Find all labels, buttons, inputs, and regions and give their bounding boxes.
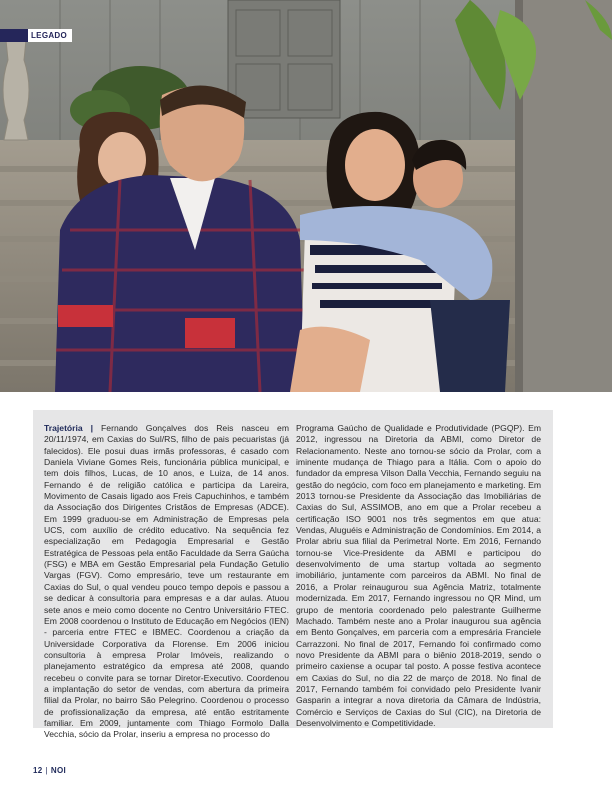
article-column-1-text: Fernando Gonçalves dos Reis nasceu em 20/11/1974, em Caxias do Sul/RS, filho de pais pecuaristas (já falecidos). Ele posui duas irmãs professoras, é casado com Daniela Viviane Gomes Reis, funcionária pública municipal, e tem dois filhos, Lucas, de 10 anos, e Luiza, de 14 anos. Fernando é de religião católica e participa da Lareira, Movimento de Casais ligado aos Freis Capuchinhos, e também da Associação dos Dirigentes Cristãos de Empresas (ADCE). Em 1999 graduou-se em Administração de Empresas pela UCS, com auxílio de crédito educativo. Na sequência fez especialização em Pedagogia Empresarial e Gestão Estratégica de Pessoas pela então Faculdade da Serra Gaúcha (FSG) e MBA em Gestão Empresarial pela Fundação Getulio Vargas (FGV). Como empresário, teve um restaurante em Caxias do Sul, o qual vendeu pouco tempo depois e passou a se dedicar à consultoria para empresas e a dar aulas. Atuou sete anos e meio como docente no Centro Universitário FTEC. Em 2008 coordenou o Instituto de Educação em Negócios (IEN) - parceria entre FTEC e IBMEC. Coordenou a criação da Universidade Corporativa da Florense. Em 2006 iniciou consultoria à empresa Prolar Imóveis, realizando o planejamento estratégico da empresa até 2008, quando recebeu o convite para se tornar Diretor-Executivo. Coordenou a implantação do setor de vendas, com abertura da primeira filial da Prolar, no bairro São Pelegrino. Coordenou o processo de profissionalização da empresa, até então estritamente familiar. Em 2009, juntamente com Thiago Formolo Dalla Vecchia, sócio da Prolar, inseriu a empresa no processo do: [44, 423, 289, 740]
section-tag-bar: [0, 29, 28, 42]
article-lead: Trajetória |: [44, 423, 94, 433]
article-column-2-text: Programa Gaúcho de Qualidade e Produtividade (PGQP). Em 2012, ingressou na Diretoria da ABMI, como Diretor de Relacionamento. Neste ano tornou-se sócio da Prolar, com a iminente mudança de Thiago para a Itália. Com o apoio do fundador da empresa Vilson Dalla Vecchia, Fernando seguiu na gestão do negócio, com foco em planejamento e marketing. Em 2013 tornou-se Presidente da Associação das Imobiliárias de Caxias do Sul, ASSIMOB, ano em que a Prolar recebeu a certificação ISO 9001 nos três segmentos em que atua: Vendas, Aluguéis e Administração de Condomínios. Em 2014, a Prolar abriu sua filial da Perimetral Norte. Em 2016, Fernando tornou-se Vice-Presidente da ABMI e participou do desenvolvimento de uma startup voltada ao segmento imobiliário, juntamente com parceiros da ABMI. No final de 2016, a Prolar reinaugurou sua Agência Matriz, totalmente modernizada. Em 2017, Fernando ingressou no QR Mind, um grupo de mentoria coordenado pelo palestrante Guilherme Machado. Também neste ano a Prolar inaugurou sua agência em Bento Gonçalves, em parceria com a empresária Franciele Carrazzoni. No final de 2017, Fernando foi confirmado como novo Presidente da ABMI para o biênio 2018-2019, sendo o primeiro caxiense a ocupar tal posto. A posse festiva acontece em Caxias do Sul, no dia 22 de março de 2018. No final de 2017, Fernando também foi convidado pelo Presidente Ivanir Gasparin a integrar a nova diretoria da Câmara de Indústria, Comércio e Serviços de Caxias do Sul (CIC), na Diretoria de Desenvolvimento e Competitividade.: [296, 423, 541, 728]
magazine-name: NOI: [50, 766, 67, 775]
footer-separator: |: [45, 766, 48, 775]
article-box: [33, 410, 553, 740]
family-photo: [0, 0, 612, 392]
page-number: 12: [33, 766, 43, 775]
article-column-1: [44, 423, 289, 740]
article-column-2: [296, 423, 541, 728]
section-tag: [0, 29, 72, 42]
page-footer: [33, 766, 66, 775]
section-tag-label: LEGADO: [28, 29, 72, 42]
family-photo-illustration: [0, 0, 612, 392]
